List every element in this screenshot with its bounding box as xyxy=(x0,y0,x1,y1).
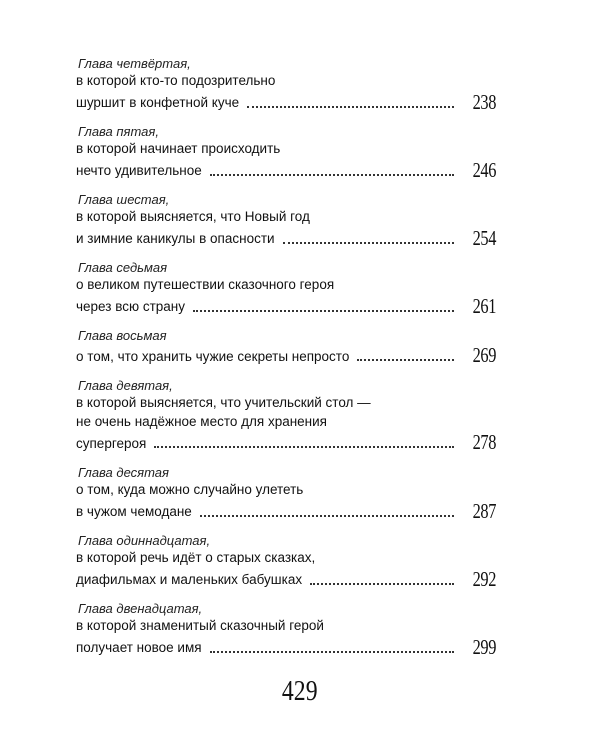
toc-entry-chapter-8 xyxy=(76,327,496,377)
toc-entry-chapter-10 xyxy=(76,464,496,532)
chapter-description-line: и зимние каникулы в опасности xyxy=(76,231,275,246)
page-number: 287 xyxy=(472,498,496,523)
chapter-description-line: о том, куда можно случайно улететь xyxy=(76,482,304,497)
page-number: 269 xyxy=(472,343,496,367)
chapter-description-line: в которой выясняется, что Новый год xyxy=(76,209,310,224)
toc-entry-chapter-11 xyxy=(76,532,496,600)
dot-leader xyxy=(310,583,454,585)
chapter-last-line xyxy=(76,636,496,658)
dot-leader xyxy=(247,106,454,108)
chapter-description-line: через всю страну xyxy=(76,299,186,314)
dot-leader xyxy=(200,515,454,517)
chapter-description-line: нечто удивительное xyxy=(76,163,202,178)
chapter-description-line: в которой выясняется, что учительский стол — xyxy=(76,395,371,410)
chapter-title: Глава пятая, xyxy=(78,124,159,139)
dot-leader xyxy=(210,174,454,176)
chapter-last-line xyxy=(76,431,496,453)
dot-leader xyxy=(193,310,454,312)
chapter-last-line xyxy=(76,159,496,181)
chapter-title: Глава четвёртая, xyxy=(78,56,191,71)
page-number: 254 xyxy=(472,225,496,250)
chapter-title: Глава десятая xyxy=(78,465,169,480)
chapter-description-line: в которой знаменитый сказочный герой xyxy=(76,618,324,633)
dot-leader xyxy=(154,446,454,448)
toc-entry-chapter-4 xyxy=(76,55,496,123)
chapter-last-line xyxy=(76,568,496,590)
chapter-description-line: в которой начинает происходить xyxy=(76,141,281,156)
chapter-description-line: в которой кто-то подозрительно xyxy=(76,73,276,88)
dot-leader xyxy=(210,651,454,653)
toc-entry-chapter-12 xyxy=(76,600,496,668)
page-folio xyxy=(0,676,600,706)
page-number: 261 xyxy=(472,293,496,318)
chapter-description-line: получает новое имя xyxy=(76,640,202,655)
chapter-last-line xyxy=(76,500,496,522)
dot-leader xyxy=(357,359,454,361)
chapter-last-line xyxy=(76,227,496,249)
chapter-title: Глава седьмая xyxy=(78,260,168,275)
chapter-title: Глава девятая, xyxy=(78,378,173,393)
chapter-title: Глава одиннадцатая, xyxy=(78,533,211,548)
toc-entry-chapter-7 xyxy=(76,259,496,327)
chapter-description-line: супергероя xyxy=(76,435,147,451)
page-number: 292 xyxy=(472,566,496,591)
toc-entry-chapter-5 xyxy=(76,123,496,191)
chapter-last-line xyxy=(76,91,496,113)
chapter-last-line xyxy=(76,344,496,366)
chapter-description-line: в чужом чемодане xyxy=(76,504,192,519)
toc-entry-chapter-6 xyxy=(76,191,496,259)
page-number: 299 xyxy=(472,634,496,659)
page-number: 278 xyxy=(472,430,496,454)
dot-leader xyxy=(283,242,454,244)
chapter-title: Глава двенадцатая, xyxy=(78,601,203,616)
chapter-description-line: о том, что хранить чужие секреты непросто xyxy=(76,348,350,364)
chapter-last-line xyxy=(76,295,496,317)
chapter-title: Глава шестая, xyxy=(78,192,170,207)
toc-entry-chapter-9 xyxy=(76,377,496,464)
chapter-description-line: не очень надёжное место для хранения xyxy=(76,413,327,429)
chapter-description-line: о великом путешествии сказочного героя xyxy=(76,277,335,292)
page-number: 238 xyxy=(472,89,496,114)
chapter-title: Глава восьмая xyxy=(78,328,167,343)
table-of-contents xyxy=(76,55,496,668)
page-number: 246 xyxy=(472,157,496,182)
chapter-description-line: диафильмах и маленьких бабушках xyxy=(76,572,303,587)
chapter-description-line: шуршит в конфетной куче xyxy=(76,95,240,110)
folio-number: 429 xyxy=(282,675,318,707)
chapter-description-line: в которой речь идёт о старых сказках, xyxy=(76,550,316,565)
